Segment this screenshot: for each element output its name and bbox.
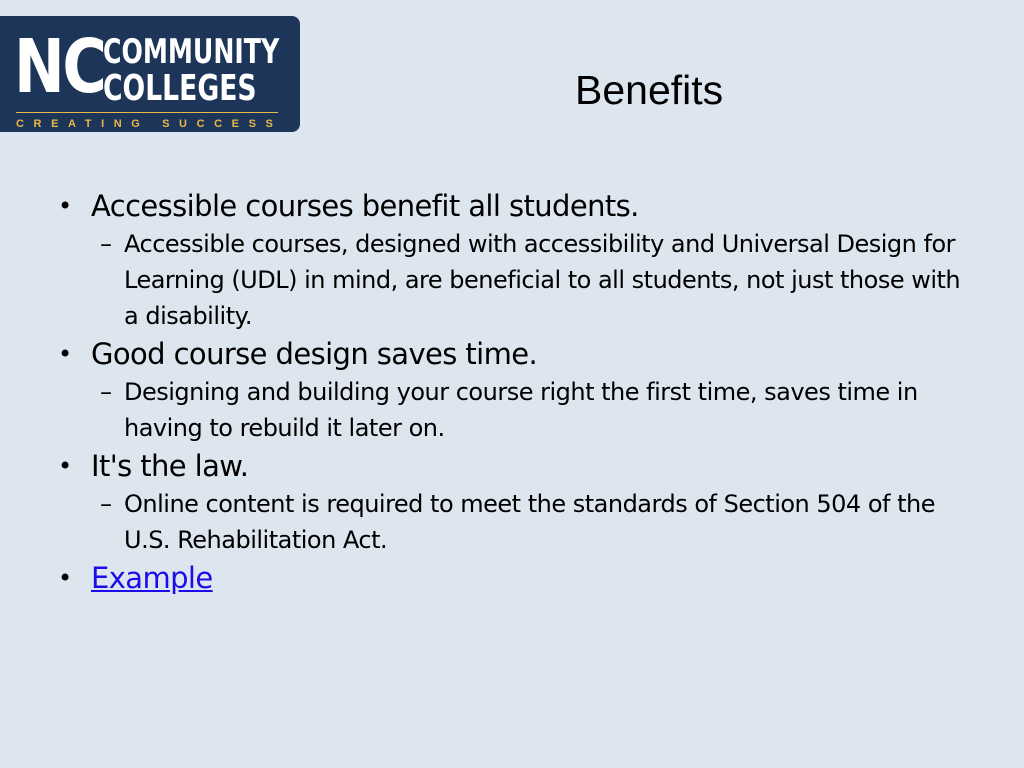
sub-bullet-item <box>100 226 978 334</box>
bullet-icon: • <box>58 192 72 220</box>
logo-tagline: CREATING SUCCESS <box>16 118 283 130</box>
example-link[interactable]: Example <box>91 561 213 595</box>
bullet-item <box>58 186 978 226</box>
logo-line-community: COMMUNITY <box>103 32 280 72</box>
dash-icon: – <box>100 230 112 258</box>
bullet-icon: • <box>58 564 72 592</box>
logo-line-colleges: COLLEGES <box>103 68 257 109</box>
bullet-text: Good course design saves time. <box>91 337 538 371</box>
sub-bullet-text: Accessible courses, designed with accessibility and Universal Design for Learning (UDL) in mind, are beneficial to all students, not just those with a disability. <box>124 230 961 330</box>
bullet-text: Accessible courses benefit all students. <box>91 189 639 223</box>
sub-bullet-item <box>100 374 978 446</box>
bullet-icon: • <box>58 452 72 480</box>
logo-nc-letters: NC <box>14 24 105 110</box>
sub-bullet-text: Designing and building your course right the first time, saves time in having to rebuild it later on. <box>124 378 918 442</box>
bullet-item <box>58 334 978 374</box>
bullet-text: It's the law. <box>91 449 249 483</box>
logo-divider <box>16 112 278 113</box>
dash-icon: – <box>100 378 112 406</box>
sub-bullet-text: Online content is required to meet the standards of Section 504 of the U.S. Rehabilitation Act. <box>124 490 935 554</box>
bullet-icon: • <box>58 340 72 368</box>
bullet-item <box>58 446 978 486</box>
slide-title: Benefits <box>575 67 724 113</box>
dash-icon: – <box>100 490 112 518</box>
sub-bullet-item <box>100 486 978 558</box>
nc-community-colleges-logo <box>0 16 300 132</box>
bullet-list <box>58 186 978 598</box>
bullet-item <box>58 558 978 598</box>
